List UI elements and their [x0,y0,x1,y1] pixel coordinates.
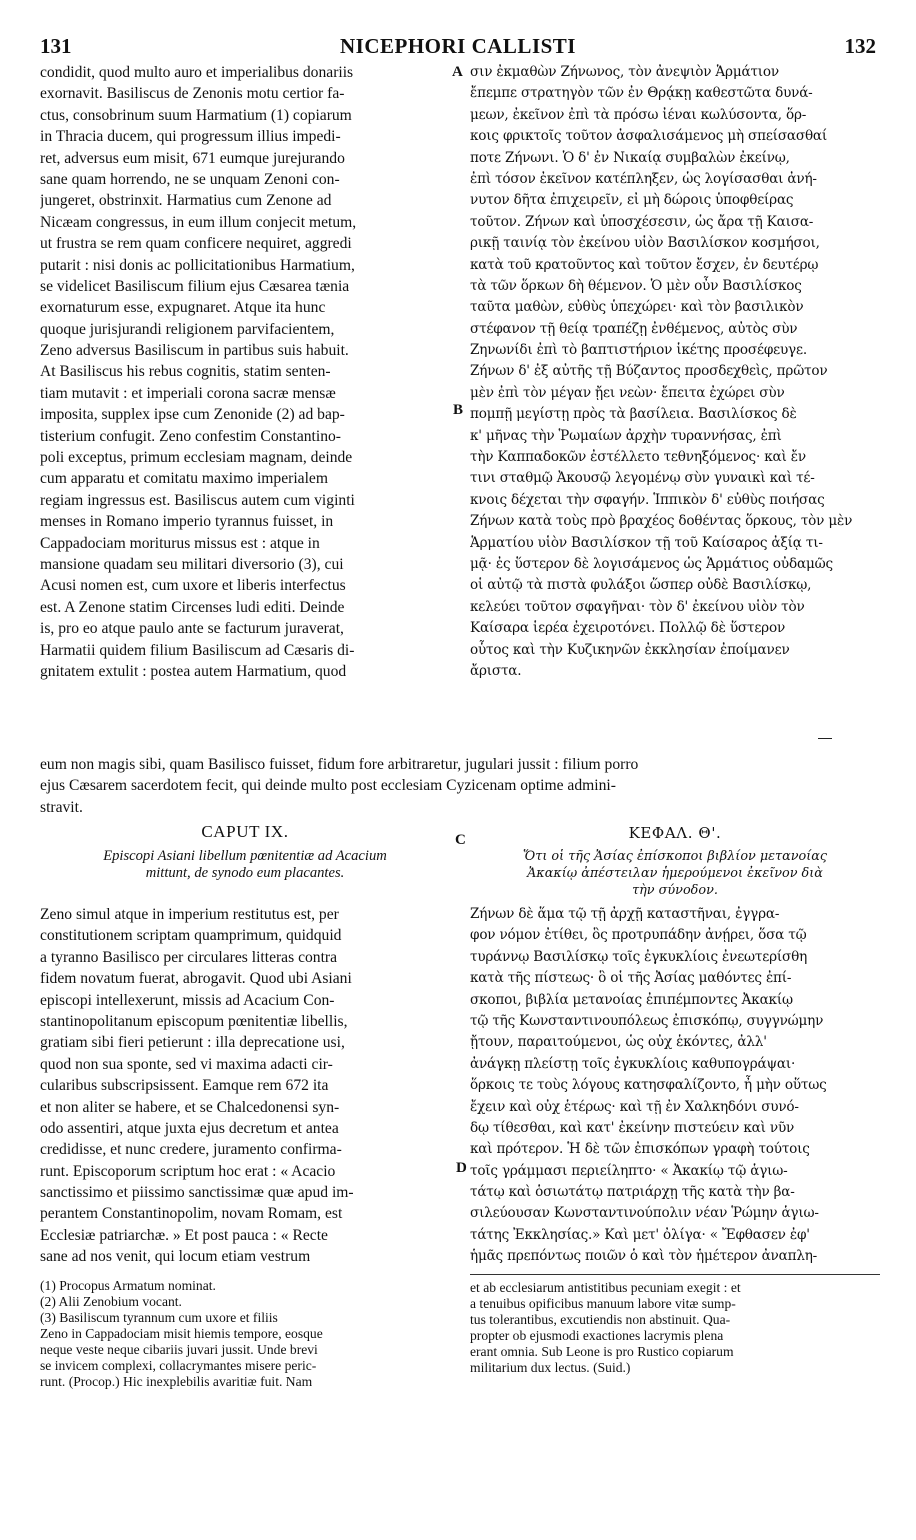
text-line: μεων, ἐκεῖνον ἐπὶ τὰ πρόσω ἰέναι κωλύσοντα, ὅρ- [470,106,807,123]
text-line: ἡμᾶς πρεπόντως ποιῶν ὁ καὶ τὸν ἡμέτερον ἀναπλη- [470,1248,818,1265]
text-line: runt. Episcoporum scriptum hoc erat : « Acacio [40,1162,336,1180]
text-line: Ζήνων κατὰ τοὺς πρὸ βραχέος δοθέντας ὅρκους, τὸν μὲν [470,513,853,530]
text-line: se videlicet Basiliscum filium ejus Cæsarea tænia [40,277,350,295]
text-line: σιλεύουσαν Κωνσταντινούπολιν νέαν Ῥώμην ἁγιω- [470,1205,819,1222]
text-line: gratiam sibi fieri petierunt : illa deprecatione usi, [40,1034,345,1052]
text-line: mittunt, de synodo eum placantes. [145,865,345,881]
text-line: fidem novatum fuerat, abrogavit. Quod ubi Asiani [40,970,352,988]
text-line: et non aliter se habere, et se Chalcedonensi syn- [40,1098,340,1116]
margin-letter-d: D [456,1160,467,1176]
text-line: κατὰ τοῦ κρατοῦντος καὶ τοῦτον ἔσχεν, ἐν δευτέρῳ [470,256,819,273]
text-line: quoque jurisjurandi religionem parvifacientem, [40,320,335,338]
text-line: ἄριστα. [470,662,522,679]
text-line: ut frustra se rem quam conficere nequiret, aggredi [40,235,352,253]
text-line: exornavit. Basiliscus de Zenonis motu certior fa- [40,85,345,103]
text-line: in Thracia ducem, qui progressum illius impedi- [40,128,341,146]
text-line: δῳ τίθεσθαι, καὶ κατ' ἐκείνην πιστεύειν καὶ νῦν [470,1119,795,1136]
text-line: τάτης Ἐκκλησίας.» Καὶ μετ' ὀλίγα· « Ἔφθασεν ἐφ' [470,1226,810,1243]
text-line: propter ob ejusmodi exactiones lacrymis plena [470,1328,724,1343]
text-line: a tenuibus opificibus manuum labore vitæ sump- [470,1296,736,1311]
text-line: est. A Zenone statim Circenses ludi editi. Deinde [40,598,345,616]
text-line: οὗτος καὶ τὴν Κυζικηνῶν ἐκκλησίαν ἐποίμανεν [470,641,790,658]
text-line: jungeret, obstrinxit. Harmatius cum Zenone ad [40,192,332,210]
text-line: neque veste neque cibariis juvari jussit. Unde brevi [40,1342,318,1357]
caput-heading-latin: CAPUT IX. [201,822,289,841]
text-line: Harmatii quidem filium Basiliscum ad Cæsaris di- [40,641,355,659]
latin-column-bottom [40,904,450,1268]
text-line: κελεύει τοῦτον σφαγῆναι· τὸν δ' ἐκείνου υἱὸν τὸν [470,598,805,615]
text-line: τὴν σύνοδον. [632,883,718,898]
text-line: odo assentiri, atque juxta ejus decretum et antea [40,1119,339,1137]
text-line: τὰ τῶν ὅρκων δὴ θέμενον. Ὁ μὲν οὖν Βασιλίσκος [470,277,802,294]
chapter-summary-latin [40,848,450,882]
text-line: (3) Basiliscum tyrannum cum uxore et filiis [40,1310,278,1325]
text-line: ποτε Ζήνωνι. Ὁ δ' ἐν Νικαίᾳ συμβαλὼν ἐκείνῳ, [470,149,790,166]
text-line: ταῦτα μαθὼν, εὐθὺς ὑπεχώρει· καὶ τὸν βασιλικὸν [470,299,804,316]
text-line: runt. (Procop.) Hic inexplebilis avaritiæ fuit. Nam [40,1374,313,1389]
text-line: constitutionem scriptam quamprimum, quidquid [40,927,342,945]
text-line: (1) Procopus Armatum nominat. [40,1278,216,1293]
text-line: credidisse, et nunc credere, juramento confirma- [40,1141,342,1159]
text-line: τοῦτον. Ζήνων καὶ ὑποσχέσεσιν, ὡς ἄρα τῇ Καισα- [470,213,814,230]
latin-full-width [40,754,880,818]
text-line: κνοις δέχεται τὴν σφαγήν. Ἱππικὸν δ' εὐθὺς ποιήσας [470,491,825,508]
text-line: κ' μῆνας τὴν Ῥωμαίων ἀρχὴν τυραννήσας, ἐπὶ [470,427,782,444]
text-line: μᾷ· ἐς ὕστερον δὲ λογισάμενος ὡς Ἁρμάτιος οὐδαμῶς [470,555,833,572]
text-line: μὲν ἐπὶ τὸν μέγαν ᾔει νεὼν· ἔπειτα ἐχώρει σὺν [470,384,785,401]
text-line: gnitatem extulit : postea autem Harmatium, quod [40,662,347,680]
text-line: et ab ecclesiarum antistitibus pecuniam exegit : et [470,1280,741,1295]
text-line: Cappadociam moriturus missus est : atque in [40,534,320,552]
greek-column-top [470,62,880,682]
text-line: πομπῇ μεγίστῃ πρὸς τὰ βασίλεια. Βασιλίσκος δὲ [470,406,797,423]
text-line: κοις φρικτοῖς τοῦτον ἀσφαλισάμενος μὴ σπείσασθαί [470,128,828,145]
text-line: militarium dux lectus. (Suid.) [470,1360,631,1375]
text-line: ctus, consobrinum suum Harmatium (1) copiarum [40,106,352,124]
caput-heading-greek: ΚΕΦΑΛ. Θ'. [628,824,722,842]
text-line: regiam ingressus est. Basiliscus autem cum viginti [40,491,355,509]
running-title: NICEPHORI CALLISTI [340,34,576,58]
text-line: τάτῳ καὶ ὁσιωτάτῳ πατριάρχῃ τῆς κατὰ τὴν βα- [470,1184,795,1201]
text-line: cum apparatu et comitatu maximo imperialem [40,470,328,488]
text-line: tus tolerantibus, excutiendis non abstinuit. Qua- [470,1312,731,1327]
text-line: is, pro eo atque paulo ante se facturum juraverat, [40,620,344,638]
text-line: quod non sua sponte, sed vi maxima adacti cir- [40,1055,333,1073]
text-line: exornaturum esse, expugnaret. Atque ita hunc [40,299,326,317]
text-line: οἱ αὐτῷ τὰ πιστὰ φυλάξοι ὥσπερ οὐδὲ Βασιλίσκῳ, [470,577,812,594]
text-line: sane ad nos venit, qui locum etiam vestrum [40,1248,311,1266]
text-line: τοῖς γράμμασι περιείληπτο· « Ἀκακίῳ τῷ ἁγιω- [470,1162,788,1179]
text-line: Ζήνων δ' ἐξ αὐτῆς τῇ Βύζαντος προσδεχθεὶς, πρῶτον [470,363,828,380]
text-line: menses in Romano imperio tyrannus fuisset, in [40,513,334,531]
text-line: putarit : nisi donis ac pollicitationibus Harmatium, [40,256,355,274]
running-header [40,34,876,58]
text-line: mansione quadam seu militari diversorio (3), cui [40,555,344,573]
text-line: ὅρκοις τε τοὺς λόγους κατησφαλίζοντο, ἦ μὴν οὕτως [470,1077,827,1094]
text-line: ἔχειν καὶ οὐχ ἑτέρως· καὶ τῇ ἐν Χαλκηδόνι συνό- [470,1098,799,1115]
text-line: τινι σταθμῷ Ἀκουσῷ λεγομένῳ σὺν γυναικὶ καὶ τέ- [470,470,815,487]
page-number-left: 131 [40,34,72,58]
text-line: Acusi nomen est, cum uxore et liberis interfectus [40,577,346,595]
footnote-rule [470,1274,880,1275]
text-line: Zeno adversus Basiliscum in partibus suis habuit. [40,342,349,360]
text-line: Ζήνων δὲ ἅμα τῷ τῇ ἀρχῇ καταστῆναι, ἐγγρα- [470,906,780,922]
text-line: Ζηνωνίδι ἐπὶ τὸ βαπτιστήριον ἱκέτης προσέφευγε. [470,342,807,359]
margin-letter-a: A [452,64,463,80]
text-line: imposita, supplex ipse cum Zenonide (2) ad bap- [40,406,345,424]
text-line: σιν ἐκμαθὼν Ζήνωνος, τὸν ἀνεψιὸν Ἁρμάτιον [470,64,779,80]
text-line: νυτον δῆτα ἐπιχειρεῖν, εἰ μὴ δώροις ὑποφθείρας [470,192,794,209]
text-line: Ecclesiæ patriarchæ. » Et post pauca : « Recte [40,1226,328,1244]
text-line: (2) Alii Zenobium vocant. [40,1294,182,1309]
text-line: ρικῇ ταινίᾳ τὸν ἐκείνου υἱὸν Βασιλίσκον κοσμήσοι, [470,235,820,252]
text-line: Zeno in Cappadociam misit hiemis tempore, eosque [40,1326,323,1341]
text-line: φον νόμον ἐτίθει, ὃς προτρυπάδην ἀνῄρει, ὅσα τῷ [470,927,807,944]
text-line: Καίσαρα ἱερέα ἐχειροτόνει. Πολλῷ δὲ ὕστερον [470,620,786,637]
text-line: At Basiliscus his rebus cognitis, statim senten- [40,363,331,381]
text-line: Episcopi Asiani libellum pœnitentiæ ad Acacium [103,848,387,864]
text-line: Nicæam congressus, in eum illum conjecit metum, [40,213,357,231]
text-line: ret, adversus eum misit, 671 eumque jurejurando [40,149,345,167]
margin-letter-c: C [455,832,466,848]
greek-column-bottom [470,904,880,1268]
text-line: σκοποι, βιβλία μετανοίας ἐπιπέμποντες Ἀκακίῳ [470,991,793,1008]
margin-letter-b: B [453,402,464,418]
text-line: Ἁρματίου υἱὸν Βασιλίσκον τῇ τοῦ Καίσαρος ἀξίᾳ τι- [470,534,823,551]
text-line: se invicem complexi, collacrymantes misere peric- [40,1358,317,1373]
text-line: ᾔτουν, παραιτούμενοι, ὡς οὐχ ἑκόντες, ἀλλ' [470,1034,767,1051]
text-line: ἐπὶ τόσον ἐκεῖνον κατέπληξεν, ὡς λογίσασθαι ἀνή- [470,170,817,187]
footnotes-left [40,1278,450,1390]
text-line: τὴν Καππαδοκῶν ἐστέλλετο τεθνηξόμενος· καὶ ἔν [470,449,806,466]
text-line: a tyranno Basilisco per circulares litteras contra [40,948,338,966]
text-line: cularibus subscripsissent. Eamque rem 672 ita [40,1077,329,1095]
text-line: sanctissimo et piissimo sanctissimæ quæ apud im- [40,1184,354,1202]
text-line: tiam mutavit : et imperiali corona sacræ mensæ [40,384,336,402]
text-line: στέφανον τῇ θείᾳ τραπέζῃ ἐνθέμενος, αὐτὸς σὺν [470,320,798,337]
text-line: stantinopolitanum episcopum pœnitentiæ libellis, [40,1012,348,1030]
text-line: episcopi intellexerunt, missis ad Acacium Con- [40,991,335,1009]
text-line: τῷ τῆς Κωνσταντινουπόλεως ἐπισκόπῳ, συγγνώμην [470,1012,824,1029]
latin-column-top [40,62,450,682]
text-line: τυράννῳ Βασιλίσκῳ τοῖς ἐγκυκλίοις ἐνεωτερίσθη [470,948,808,965]
text-line: condidit, quod multo auro et imperialibus donariis [40,64,354,81]
chapter-summary-greek [470,848,880,899]
text-line: Ὅτι οἱ τῆς Ἀσίας ἐπίσκοποι βιβλίον μετανοίας [522,849,828,864]
text-line: poli exceptus, primum ecclesiam magnam, deinde [40,449,353,467]
text-line: eum non magis sibi, quam Basilisco fuisset, fidum fore arbitraretur, jugulari jussit : filium porro [40,756,639,773]
end-dash [818,738,832,739]
text-line: ἔπεμπε στρατηγὸν τῶν ἐν Θρᾴκῃ καθεστῶτα δυνά- [470,85,813,102]
text-line: Zeno simul atque in imperium restitutus est, per [40,906,339,923]
text-line: ejus Cæsarem sacerdotem fecit, qui deinde multo post ecclesiam Cyzicenam optime admini- [40,777,616,795]
text-line: tisterium confugit. Zeno confestim Constantino- [40,427,341,445]
text-line: ἀνάγκῃ πλείστῃ τοῖς ἐγκυκλίοις καθυπογράψαι· [470,1055,796,1072]
text-line: stravit. [40,798,83,816]
text-line: sane quam horrendo, ne se unquam Zenoni con- [40,170,340,188]
page-number-right: 132 [844,34,876,58]
text-line: κατὰ τῆς πίστεως· ὃ οἱ τῆς Ἀσίας μαθόντες ἐπί- [470,970,792,987]
text-line: perantem Constantinopolim, novam Romam, est [40,1205,343,1223]
text-line: καὶ πρότερον. Ἡ δὲ τῶν ἐπισκόπων γραφὴ τούτοις [470,1141,810,1158]
text-line: Ἀκακίῳ ἀπέστειλαν ἡμερούμενοι ἐκεῖνον διὰ [527,866,823,881]
footnotes-right [470,1280,880,1376]
text-line: erant omnia. Sub Leone is pro Rustico copiarum [470,1344,734,1359]
